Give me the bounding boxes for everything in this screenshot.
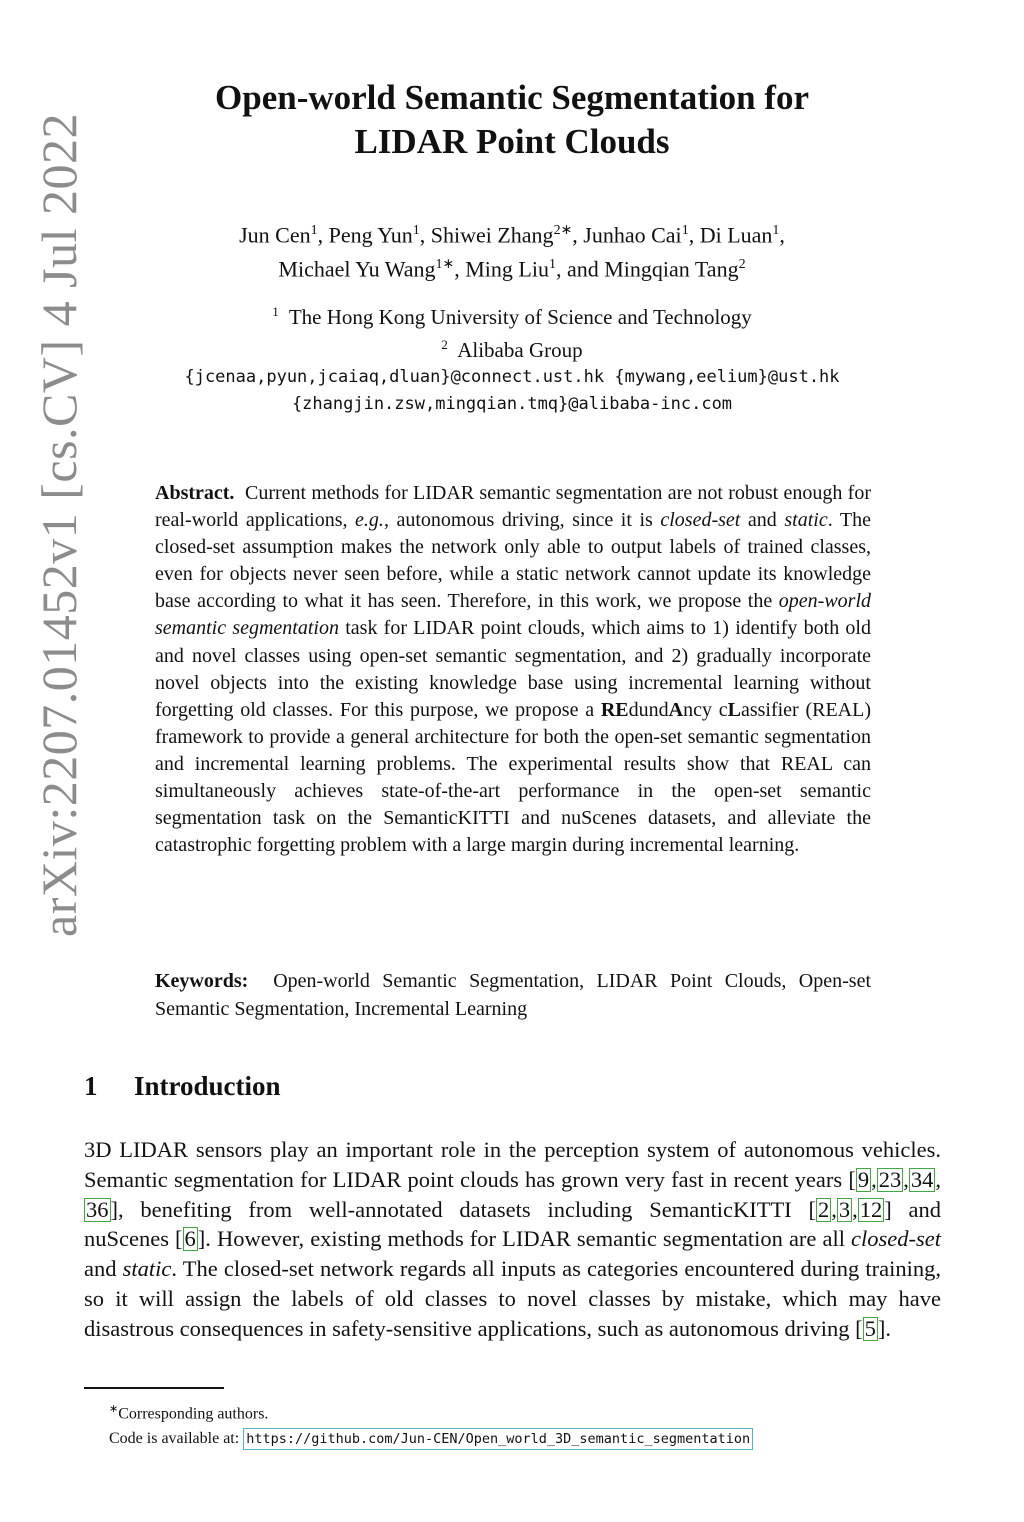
intro-text: static bbox=[122, 1256, 172, 1282]
author: Junhao Cai bbox=[583, 222, 682, 248]
author-mark: 2 bbox=[738, 257, 746, 273]
abstract-text: L bbox=[727, 698, 741, 721]
author: Peng Yun bbox=[328, 222, 413, 248]
abstract-text: and bbox=[740, 509, 785, 532]
title-line-2: LIDAR Point Clouds bbox=[354, 122, 670, 161]
intro-text: ]. bbox=[877, 1315, 891, 1341]
intro-text: . The closed-set network regards all inputs as categories encountered during training, so it will assign the labels of old classes to novel classes by mistake, which may have disastrous consequences in safety-sensitive applications, such as autonomous driving [ bbox=[84, 1256, 941, 1341]
abstract-text: assifier (REAL) framework to provide a general architecture for both the open-set semantic segmentation and incremental learning problems. The experimental results show that REAL can simultaneously achieves state-of-the-art performance in the open-set semantic segmentation task on the SemanticKITTI and nuScenes datasets, and alleviate the catastrophic forgetting problem with a large margin during incremental learning. bbox=[155, 698, 871, 857]
abstract-text: task for LIDAR point clouds, which aims to 1) identify both old and novel classes using open-set semantic segmentation, and 2) gradually incorporate novel objects into the existing knowledge base using incremental learning without forgetting old classes. For this purpose, we propose a bbox=[155, 617, 871, 721]
abstract-text: . The closed-set assumption makes the network only able to output labels of trained classes, even for objects never seen before, while a static network cannot update its knowledge base according to what it has seen. Therefore, in this work, we propose the bbox=[155, 509, 871, 613]
arxiv-stamp-container bbox=[22, 110, 94, 940]
footnotes bbox=[109, 1397, 929, 1451]
section-number: 1 bbox=[84, 1071, 98, 1101]
citation-link[interactable]: 36 bbox=[86, 1196, 109, 1222]
abstract-text: ncy c bbox=[683, 698, 728, 721]
citation-link[interactable]: 12 bbox=[859, 1196, 883, 1222]
affiliation-mark: 2 bbox=[441, 337, 448, 352]
author: Di Luan bbox=[699, 222, 773, 248]
keywords-label: Keywords: bbox=[155, 970, 249, 992]
abstract-text: , autonomous driving, since it is bbox=[383, 509, 661, 532]
abstract bbox=[155, 480, 871, 859]
footnote-divider bbox=[84, 1387, 224, 1389]
abstract-text: open-world semantic segmentation bbox=[155, 590, 871, 640]
title-line-1: Open-world Semantic Segmentation for bbox=[215, 78, 809, 117]
email-group-1: {jcenaa,pyun,jcaiaq,dluan}@connect.ust.hk bbox=[184, 367, 605, 387]
author-mark: 1 bbox=[681, 223, 689, 238]
intro-text: ] and nuScenes [ bbox=[84, 1196, 941, 1252]
citation-link[interactable]: 5 bbox=[864, 1315, 876, 1341]
author-list: Jun Cen$^1$, Peng Yun$^1$, Shiwei Zhang$^{2∗}$, Junhao Cai$^1$, Di Luan$^1$, Michael Yu Wang$^{1∗}$, Ming Liu$^1$, and Mingqian Tang$^2$ bbox=[239, 222, 785, 282]
citation-link[interactable]: 23 bbox=[878, 1166, 902, 1192]
abstract-text: RE bbox=[600, 698, 629, 721]
author: Michael Yu Wang bbox=[278, 256, 436, 282]
abstract-text: A bbox=[668, 698, 684, 721]
intro-text: and bbox=[84, 1256, 123, 1282]
author: Mingqian Tang bbox=[604, 256, 739, 282]
affiliations bbox=[110, 298, 914, 418]
abstract-text: closed-set bbox=[660, 509, 741, 532]
affiliation-1: The Hong Kong University of Science and Technology bbox=[288, 305, 752, 329]
code-url-link[interactable]: https://github.com/Jun-CEN/Open_world_3D_semantic_segmentation bbox=[243, 1428, 753, 1450]
author-mark: 1 bbox=[548, 257, 556, 273]
intro-text: ], benefiting from well-annotated datasets including SemanticKITTI [ bbox=[110, 1196, 816, 1222]
author-mark: 1∗ bbox=[435, 257, 455, 273]
intro-text: ]. However, existing methods for LIDAR semantic segmentation are all bbox=[197, 1226, 852, 1252]
author-mark: 2∗ bbox=[553, 223, 573, 238]
abstract-text: Current methods for LIDAR semantic segmentation are not robust enough for real-world applications, bbox=[155, 482, 871, 532]
section-heading bbox=[84, 1071, 684, 1102]
citation-link[interactable]: 34 bbox=[910, 1166, 934, 1192]
keywords bbox=[155, 968, 871, 1023]
affiliation-mark: 1 bbox=[272, 304, 279, 319]
author: Ming Liu bbox=[465, 256, 549, 282]
intro-text: 3D LIDAR sensors play an important role in the perception system of autonomous vehicles. Semantic segmentation for LIDAR point clouds has grown very fast in recent years [ bbox=[84, 1137, 941, 1192]
footnote-corresponding: Corresponding authors. bbox=[118, 1405, 269, 1423]
email-group-3: {zhangjin.zsw,mingqian.tmq}@alibaba-inc.com bbox=[291, 394, 733, 414]
citation-link[interactable]: 6 bbox=[184, 1226, 196, 1252]
footnote-mark: ∗ bbox=[109, 1403, 119, 1415]
email-group-2: {mywang,eelium}@ust.hk bbox=[614, 367, 840, 387]
author: Jun Cen bbox=[239, 222, 311, 248]
keywords-text: Open-world Semantic Segmentation, LIDAR Point Clouds, Open-set Semantic Segmentation, Incremental Learning bbox=[155, 970, 872, 1020]
abstract-text: dund bbox=[628, 698, 669, 721]
author: Shiwei Zhang bbox=[430, 222, 554, 248]
affiliation-2: Alibaba Group bbox=[457, 338, 583, 362]
intro-text: closed-set bbox=[851, 1226, 941, 1252]
citation-link[interactable]: 9 bbox=[857, 1166, 870, 1192]
author-mark: 1 bbox=[310, 223, 318, 238]
footnote-code-label: Code is available at: bbox=[109, 1430, 244, 1448]
author-mark: 1 bbox=[412, 223, 420, 238]
citation-link[interactable]: 3 bbox=[838, 1196, 851, 1222]
abstract-text: static bbox=[784, 509, 828, 532]
abstract-label: Abstract. bbox=[155, 482, 235, 504]
abstract-text: e.g. bbox=[355, 509, 384, 532]
citation-link[interactable]: 2 bbox=[817, 1196, 830, 1222]
paper-title bbox=[110, 76, 914, 164]
author-mark: 1 bbox=[772, 223, 780, 238]
introduction-paragraph: 3D LIDAR sensors play an important role in the perception system of autonomous vehicles. Semantic segmentation for LIDAR point clouds has grown very fast in recent years [9,23,34,36], benefiting from well-annotated datasets including SemanticKITTI [2,3,12] and nuScenes [6]. However, existing methods for LIDAR semantic segmentation are all closed-set and static. The closed-set network regards all inputs as categories encountered during training, so it will assign the labels of old classes to novel classes by mistake, which may have disastrous consequences in safety-sensitive applications, such as autonomous driving [5]. bbox=[84, 1137, 941, 1341]
arxiv-identifier: arXiv:2207.01452v1 [cs.CV] 4 Jul 2022 bbox=[31, 113, 87, 937]
section-title: Introduction bbox=[134, 1071, 281, 1101]
